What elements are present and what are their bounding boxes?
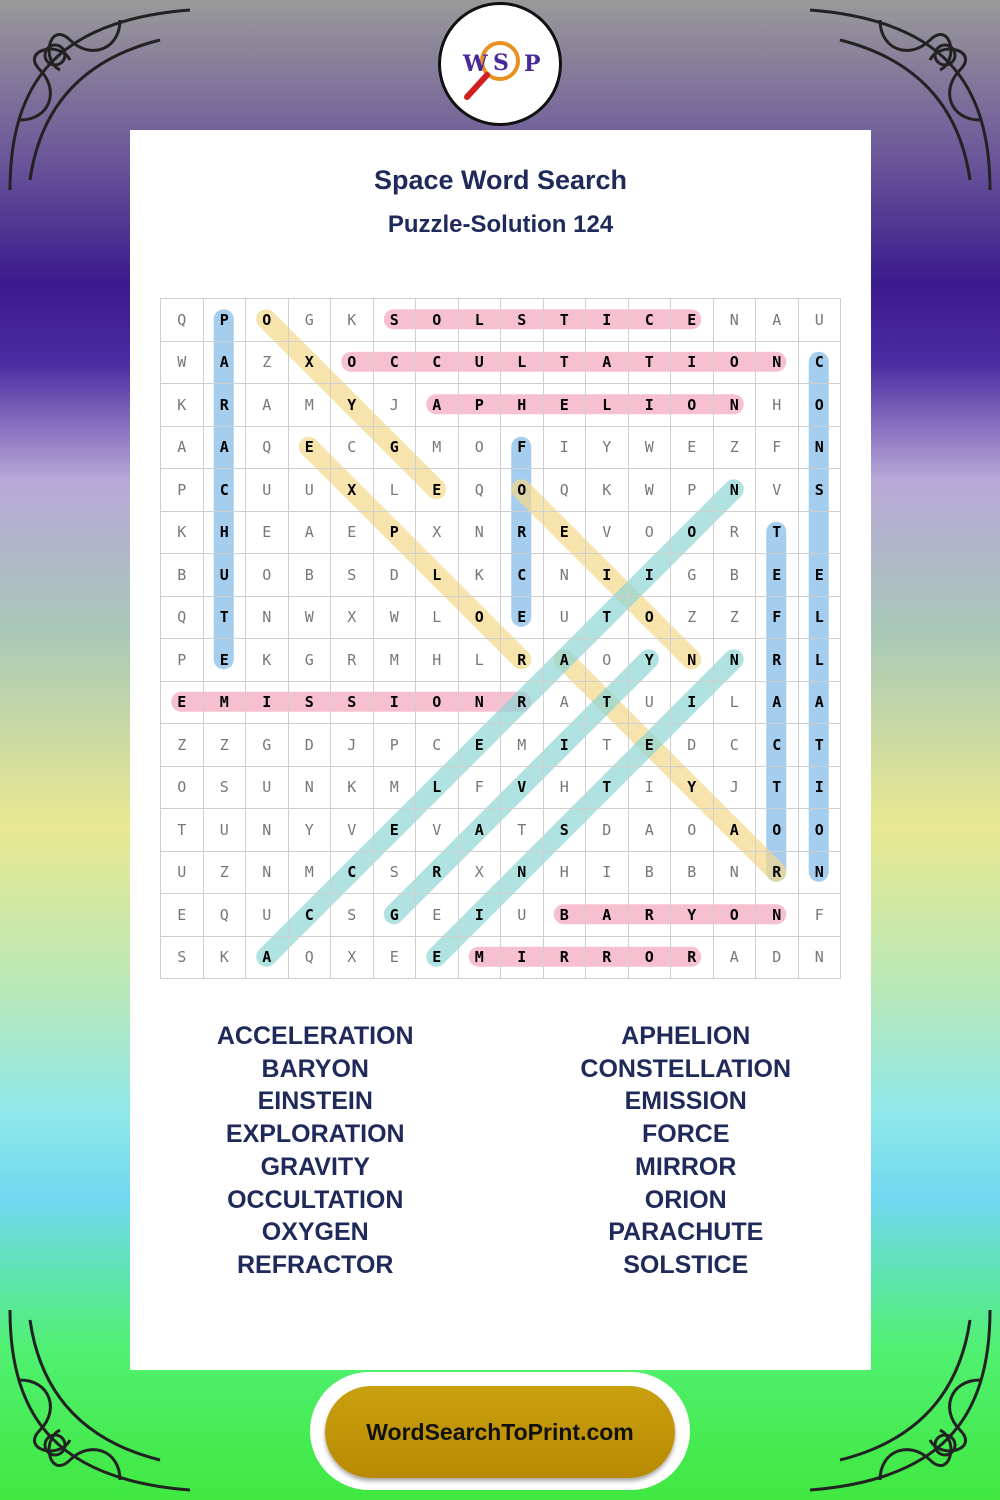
word-grid-area: [160, 298, 840, 978]
grid-cell[interactable]: L: [799, 639, 842, 682]
grid-cell[interactable]: L: [416, 767, 459, 810]
grid-cell[interactable]: N: [714, 639, 757, 682]
grid-cell[interactable]: V: [416, 809, 459, 852]
grid-cell[interactable]: M: [289, 384, 332, 427]
grid-cell[interactable]: R: [756, 852, 799, 895]
grid-cell[interactable]: U: [501, 894, 544, 937]
grid-cell[interactable]: R: [586, 937, 629, 980]
grid-cell[interactable]: I: [671, 342, 714, 385]
grid-cell[interactable]: Z: [161, 724, 204, 767]
grid-cell[interactable]: A: [246, 937, 289, 980]
word-list-item: OCCULTATION: [227, 1185, 404, 1214]
grid-cell[interactable]: S: [331, 894, 374, 937]
grid-cell[interactable]: I: [459, 894, 502, 937]
grid-cell[interactable]: A: [799, 682, 842, 725]
grid-cell[interactable]: B: [671, 852, 714, 895]
grid-cell[interactable]: O: [501, 469, 544, 512]
grid-cell[interactable]: K: [204, 937, 247, 980]
grid-cell[interactable]: R: [629, 894, 672, 937]
grid-cell[interactable]: U: [246, 767, 289, 810]
grid-cell[interactable]: T: [586, 767, 629, 810]
grid-cell[interactable]: D: [586, 809, 629, 852]
grid-cell[interactable]: M: [374, 639, 417, 682]
grid-cell[interactable]: E: [799, 554, 842, 597]
word-list-item: CONSTELLATION: [580, 1054, 792, 1083]
grid-cell[interactable]: A: [586, 342, 629, 385]
grid-cell[interactable]: I: [544, 427, 587, 470]
grid-cell[interactable]: V: [501, 767, 544, 810]
grid-cell[interactable]: C: [204, 469, 247, 512]
grid-cell[interactable]: R: [501, 639, 544, 682]
grid-cell[interactable]: E: [374, 937, 417, 980]
word-list: [130, 1020, 871, 1282]
grid-cell[interactable]: K: [161, 384, 204, 427]
word-list-item: FORCE: [642, 1120, 730, 1149]
grid-cell[interactable]: S: [501, 299, 544, 342]
grid-cell[interactable]: N: [246, 597, 289, 640]
grid-cell[interactable]: E: [756, 554, 799, 597]
site-logo[interactable]: [438, 2, 562, 126]
grid-cell[interactable]: H: [416, 639, 459, 682]
word-list-item: OXYGEN: [261, 1218, 369, 1247]
word-list-item: EINSTEIN: [257, 1087, 373, 1116]
grid-cell[interactable]: O: [629, 512, 672, 555]
grid-cell[interactable]: E: [459, 724, 502, 767]
grid-cell[interactable]: U: [459, 342, 502, 385]
grid-cell[interactable]: O: [756, 809, 799, 852]
grid-cell[interactable]: G: [374, 894, 417, 937]
grid-cell[interactable]: H: [204, 512, 247, 555]
grid-cell[interactable]: E: [331, 512, 374, 555]
grid-cell[interactable]: U: [204, 554, 247, 597]
grid-cell[interactable]: S: [204, 767, 247, 810]
grid-cell[interactable]: T: [586, 682, 629, 725]
grid-cell[interactable]: J: [331, 724, 374, 767]
grid-cell[interactable]: Q: [459, 469, 502, 512]
grid-cell[interactable]: Q: [544, 469, 587, 512]
grid-cell[interactable]: A: [246, 384, 289, 427]
grid-cell[interactable]: Z: [204, 852, 247, 895]
word-list-right: [501, 1020, 872, 1282]
grid-cell[interactable]: I: [374, 682, 417, 725]
grid-cell[interactable]: E: [161, 682, 204, 725]
grid-cell[interactable]: Y: [331, 384, 374, 427]
word-list-item: SOLSTICE: [623, 1250, 749, 1279]
svg-text:P: P: [524, 51, 541, 77]
grid-cell[interactable]: N: [756, 342, 799, 385]
grid-cell[interactable]: I: [246, 682, 289, 725]
magnifier-icon: [441, 5, 559, 123]
grid-cell[interactable]: D: [289, 724, 332, 767]
grid-cell[interactable]: C: [756, 724, 799, 767]
grid-cell[interactable]: [799, 512, 842, 555]
grid-cell[interactable]: I: [586, 299, 629, 342]
grid-cell[interactable]: B: [544, 894, 587, 937]
grid-cell[interactable]: C: [331, 427, 374, 470]
grid-cell[interactable]: E: [671, 427, 714, 470]
grid-cell[interactable]: N: [756, 894, 799, 937]
grid-cell[interactable]: B: [714, 554, 757, 597]
grid-cell[interactable]: N: [246, 809, 289, 852]
grid-cell[interactable]: O: [714, 342, 757, 385]
grid-cell[interactable]: J: [714, 767, 757, 810]
grid-cell[interactable]: E: [289, 427, 332, 470]
grid-cell[interactable]: G: [671, 554, 714, 597]
grid-cell[interactable]: W: [289, 597, 332, 640]
grid-cell[interactable]: V: [756, 469, 799, 512]
grid-cell[interactable]: N: [246, 852, 289, 895]
grid-cell[interactable]: C: [374, 342, 417, 385]
grid-cell[interactable]: Y: [586, 427, 629, 470]
grid-cell[interactable]: G: [289, 639, 332, 682]
grid-cell[interactable]: L: [459, 299, 502, 342]
grid-cell[interactable]: I: [501, 937, 544, 980]
grid-cell[interactable]: S: [289, 682, 332, 725]
grid-cell[interactable]: N: [799, 852, 842, 895]
word-list-item: PARACHUTE: [608, 1218, 764, 1247]
grid-cell[interactable]: C: [416, 724, 459, 767]
grid-cell[interactable]: E: [204, 639, 247, 682]
grid-cell[interactable]: N: [544, 554, 587, 597]
grid-cell[interactable]: O: [714, 894, 757, 937]
grid-cell[interactable]: E: [544, 384, 587, 427]
word-list-left: [130, 1020, 501, 1282]
grid-cell[interactable]: C: [416, 342, 459, 385]
grid-cell[interactable]: O: [671, 384, 714, 427]
grid-cell[interactable]: R: [544, 937, 587, 980]
grid-cell[interactable]: R: [331, 639, 374, 682]
grid-cell[interactable]: P: [161, 639, 204, 682]
grid-cell[interactable]: Z: [714, 427, 757, 470]
grid-cell[interactable]: W: [374, 597, 417, 640]
grid-cell[interactable]: W: [629, 427, 672, 470]
grid-cell[interactable]: Y: [671, 767, 714, 810]
grid-cell[interactable]: P: [671, 469, 714, 512]
grid-cell[interactable]: E: [544, 512, 587, 555]
grid-cell[interactable]: I: [586, 554, 629, 597]
grid-cell[interactable]: C: [501, 554, 544, 597]
grid-cell[interactable]: X: [331, 937, 374, 980]
grid-cell[interactable]: O: [629, 597, 672, 640]
word-list-item: ACCELERATION: [216, 1022, 414, 1050]
grid-cell[interactable]: E: [161, 894, 204, 937]
grid-cell[interactable]: W: [629, 469, 672, 512]
grid-cell[interactable]: S: [799, 469, 842, 512]
svg-text:S: S: [493, 50, 509, 76]
grid-cell[interactable]: S: [544, 809, 587, 852]
grid-cell[interactable]: Q: [161, 299, 204, 342]
grid-cell[interactable]: L: [416, 597, 459, 640]
grid-cell[interactable]: K: [331, 299, 374, 342]
grid-cell[interactable]: B: [629, 852, 672, 895]
grid-cell[interactable]: A: [544, 682, 587, 725]
grid-cell[interactable]: K: [331, 767, 374, 810]
grid-cell[interactable]: T: [544, 342, 587, 385]
grid-cell[interactable]: F: [459, 767, 502, 810]
grid-cell[interactable]: O: [459, 427, 502, 470]
grid-cell[interactable]: Z: [246, 342, 289, 385]
grid-cell[interactable]: B: [289, 554, 332, 597]
grid-cell[interactable]: Q: [246, 427, 289, 470]
grid-cell[interactable]: Y: [629, 639, 672, 682]
grid-cell[interactable]: T: [204, 597, 247, 640]
grid-cell[interactable]: M: [289, 852, 332, 895]
grid-cell[interactable]: R: [501, 512, 544, 555]
grid-cell[interactable]: S: [374, 299, 417, 342]
page-title: Space Word Search: [373, 165, 628, 195]
grid-cell[interactable]: N: [501, 852, 544, 895]
word-list-item: APHELION: [621, 1022, 751, 1050]
page-subtitle: Puzzle-Solution 124: [387, 211, 614, 238]
grid-cell[interactable]: E: [246, 512, 289, 555]
grid-cell[interactable]: X: [416, 512, 459, 555]
grid-cell[interactable]: K: [586, 469, 629, 512]
grid-cell[interactable]: B: [161, 554, 204, 597]
grid-cell[interactable]: U: [544, 597, 587, 640]
word-list-item: REFRACTOR: [237, 1250, 394, 1279]
grid-cell[interactable]: T: [799, 724, 842, 767]
grid-cell[interactable]: I: [544, 724, 587, 767]
grid-cell[interactable]: T: [586, 724, 629, 767]
grid-cell[interactable]: A: [204, 427, 247, 470]
grid-cell[interactable]: F: [501, 427, 544, 470]
grid-cell[interactable]: L: [459, 639, 502, 682]
grid-cell[interactable]: O: [331, 342, 374, 385]
grid-cell[interactable]: N: [459, 682, 502, 725]
grid-cell[interactable]: M: [416, 427, 459, 470]
word-list-item: ORION: [644, 1185, 727, 1214]
grid-cell[interactable]: P: [161, 469, 204, 512]
grid-cell[interactable]: V: [331, 809, 374, 852]
grid-cell[interactable]: N: [799, 427, 842, 470]
grid-cell[interactable]: S: [331, 554, 374, 597]
grid-cell[interactable]: M: [374, 767, 417, 810]
grid-cell[interactable]: Q: [289, 937, 332, 980]
grid-cell[interactable]: O: [671, 809, 714, 852]
svg-text:W: W: [463, 51, 488, 77]
grid-cell[interactable]: T: [586, 597, 629, 640]
word-list-item: MIRROR: [635, 1152, 737, 1181]
grid-cell[interactable]: R: [501, 682, 544, 725]
grid-cell[interactable]: L: [416, 554, 459, 597]
grid-cell[interactable]: S: [374, 852, 417, 895]
grid-cell[interactable]: H: [544, 767, 587, 810]
word-grid: [160, 298, 841, 979]
grid-cell[interactable]: E: [416, 937, 459, 980]
grid-cell[interactable]: F: [799, 894, 842, 937]
grid-cell[interactable]: R: [416, 852, 459, 895]
grid-cell[interactable]: O: [416, 682, 459, 725]
grid-cell[interactable]: U: [799, 299, 842, 342]
grid-cell[interactable]: M: [501, 724, 544, 767]
grid-cell[interactable]: N: [289, 767, 332, 810]
grid-cell[interactable]: K: [459, 554, 502, 597]
grid-cell[interactable]: R: [714, 512, 757, 555]
grid-cell[interactable]: T: [544, 299, 587, 342]
word-list-item: EMISSION: [624, 1087, 747, 1116]
grid-cell[interactable]: E: [671, 299, 714, 342]
grid-cell[interactable]: A: [204, 342, 247, 385]
grid-cell[interactable]: W: [161, 342, 204, 385]
grid-cell[interactable]: N: [459, 512, 502, 555]
grid-cell[interactable]: Q: [161, 597, 204, 640]
grid-cell[interactable]: P: [374, 512, 417, 555]
grid-cell[interactable]: A: [544, 639, 587, 682]
word-list-item: BARYON: [261, 1054, 369, 1083]
grid-cell[interactable]: Z: [204, 724, 247, 767]
grid-cell[interactable]: A: [714, 809, 757, 852]
grid-cell[interactable]: O: [246, 554, 289, 597]
grid-cell[interactable]: U: [246, 469, 289, 512]
grid-cell[interactable]: X: [459, 852, 502, 895]
grid-cell[interactable]: C: [289, 894, 332, 937]
grid-cell[interactable]: D: [374, 554, 417, 597]
grid-cell[interactable]: O: [799, 384, 842, 427]
grid-cell[interactable]: U: [246, 894, 289, 937]
grid-cell[interactable]: X: [289, 342, 332, 385]
grid-cell[interactable]: Y: [289, 809, 332, 852]
grid-cell[interactable]: Z: [714, 597, 757, 640]
grid-cell[interactable]: A: [289, 512, 332, 555]
grid-cell[interactable]: S: [161, 937, 204, 980]
grid-cell[interactable]: A: [756, 682, 799, 725]
grid-cell[interactable]: J: [374, 384, 417, 427]
grid-cell[interactable]: U: [629, 682, 672, 725]
grid-cell[interactable]: N: [714, 299, 757, 342]
grid-cell[interactable]: G: [289, 299, 332, 342]
grid-cell[interactable]: X: [331, 597, 374, 640]
grid-cell[interactable]: A: [756, 299, 799, 342]
grid-cell[interactable]: T: [756, 512, 799, 555]
grid-cell[interactable]: Y: [671, 894, 714, 937]
grid-cell[interactable]: R: [204, 384, 247, 427]
grid-cell[interactable]: U: [161, 852, 204, 895]
grid-cell[interactable]: L: [586, 384, 629, 427]
grid-cell[interactable]: I: [671, 682, 714, 725]
grid-cell[interactable]: O: [799, 809, 842, 852]
grid-cell[interactable]: X: [331, 469, 374, 512]
grid-cell[interactable]: L: [714, 682, 757, 725]
grid-cell[interactable]: I: [629, 767, 672, 810]
word-list-item: EXPLORATION: [225, 1120, 405, 1149]
grid-cell[interactable]: A: [714, 937, 757, 980]
grid-cell[interactable]: N: [714, 852, 757, 895]
grid-cell[interactable]: O: [671, 512, 714, 555]
grid-cell[interactable]: O: [246, 299, 289, 342]
grid-cell[interactable]: O: [459, 597, 502, 640]
grid-cell[interactable]: A: [416, 384, 459, 427]
grid-cell[interactable]: E: [416, 894, 459, 937]
grid-cell[interactable]: P: [459, 384, 502, 427]
grid-cell[interactable]: H: [544, 852, 587, 895]
grid-cell[interactable]: H: [756, 384, 799, 427]
grid-cell[interactable]: L: [374, 469, 417, 512]
grid-cell[interactable]: M: [204, 682, 247, 725]
grid-cell[interactable]: O: [416, 299, 459, 342]
grid-cell[interactable]: A: [459, 809, 502, 852]
grid-cell[interactable]: U: [204, 809, 247, 852]
grid-cell[interactable]: N: [714, 384, 757, 427]
grid-cell[interactable]: C: [799, 342, 842, 385]
grid-cell[interactable]: P: [374, 724, 417, 767]
grid-cell[interactable]: N: [714, 469, 757, 512]
grid-cell[interactable]: C: [714, 724, 757, 767]
word-list-item: GRAVITY: [260, 1152, 370, 1181]
grid-cell[interactable]: O: [586, 639, 629, 682]
grid-cell[interactable]: S: [331, 682, 374, 725]
grid-cell[interactable]: L: [799, 597, 842, 640]
grid-cell[interactable]: O: [161, 767, 204, 810]
grid-cell[interactable]: G: [374, 427, 417, 470]
grid-cell[interactable]: K: [161, 512, 204, 555]
grid-cell[interactable]: D: [756, 937, 799, 980]
grid-cell[interactable]: I: [629, 384, 672, 427]
grid-cell[interactable]: R: [756, 639, 799, 682]
grid-cell[interactable]: I: [586, 852, 629, 895]
grid-cell[interactable]: L: [501, 342, 544, 385]
grid-cell[interactable]: A: [161, 427, 204, 470]
grid-cell[interactable]: F: [756, 427, 799, 470]
grid-cell[interactable]: T: [756, 767, 799, 810]
grid-cell[interactable]: H: [501, 384, 544, 427]
grid-cell[interactable]: C: [629, 299, 672, 342]
grid-cell[interactable]: P: [204, 299, 247, 342]
grid-cell[interactable]: U: [289, 469, 332, 512]
site-link[interactable]: WordSearchToPrint.com: [325, 1386, 675, 1478]
grid-cell[interactable]: A: [629, 809, 672, 852]
grid-cell[interactable]: M: [459, 937, 502, 980]
grid-cell[interactable]: E: [374, 809, 417, 852]
grid-cell[interactable]: T: [501, 809, 544, 852]
grid-cell[interactable]: E: [501, 597, 544, 640]
grid-cell[interactable]: T: [161, 809, 204, 852]
grid-cell[interactable]: N: [671, 639, 714, 682]
grid-cell[interactable]: A: [586, 894, 629, 937]
grid-cell[interactable]: D: [671, 724, 714, 767]
grid-cell[interactable]: N: [799, 937, 842, 980]
grid-cell[interactable]: E: [629, 724, 672, 767]
grid-cell[interactable]: E: [416, 469, 459, 512]
grid-cell[interactable]: R: [671, 937, 714, 980]
grid-cell[interactable]: G: [246, 724, 289, 767]
grid-cell[interactable]: V: [586, 512, 629, 555]
grid-cell[interactable]: F: [756, 597, 799, 640]
grid-cell[interactable]: O: [629, 937, 672, 980]
grid-cell[interactable]: C: [331, 852, 374, 895]
grid-cell[interactable]: I: [799, 767, 842, 810]
grid-cell[interactable]: K: [246, 639, 289, 682]
grid-cell[interactable]: T: [629, 342, 672, 385]
grid-cell[interactable]: Z: [671, 597, 714, 640]
grid-cell[interactable]: I: [629, 554, 672, 597]
grid-cell[interactable]: Q: [204, 894, 247, 937]
